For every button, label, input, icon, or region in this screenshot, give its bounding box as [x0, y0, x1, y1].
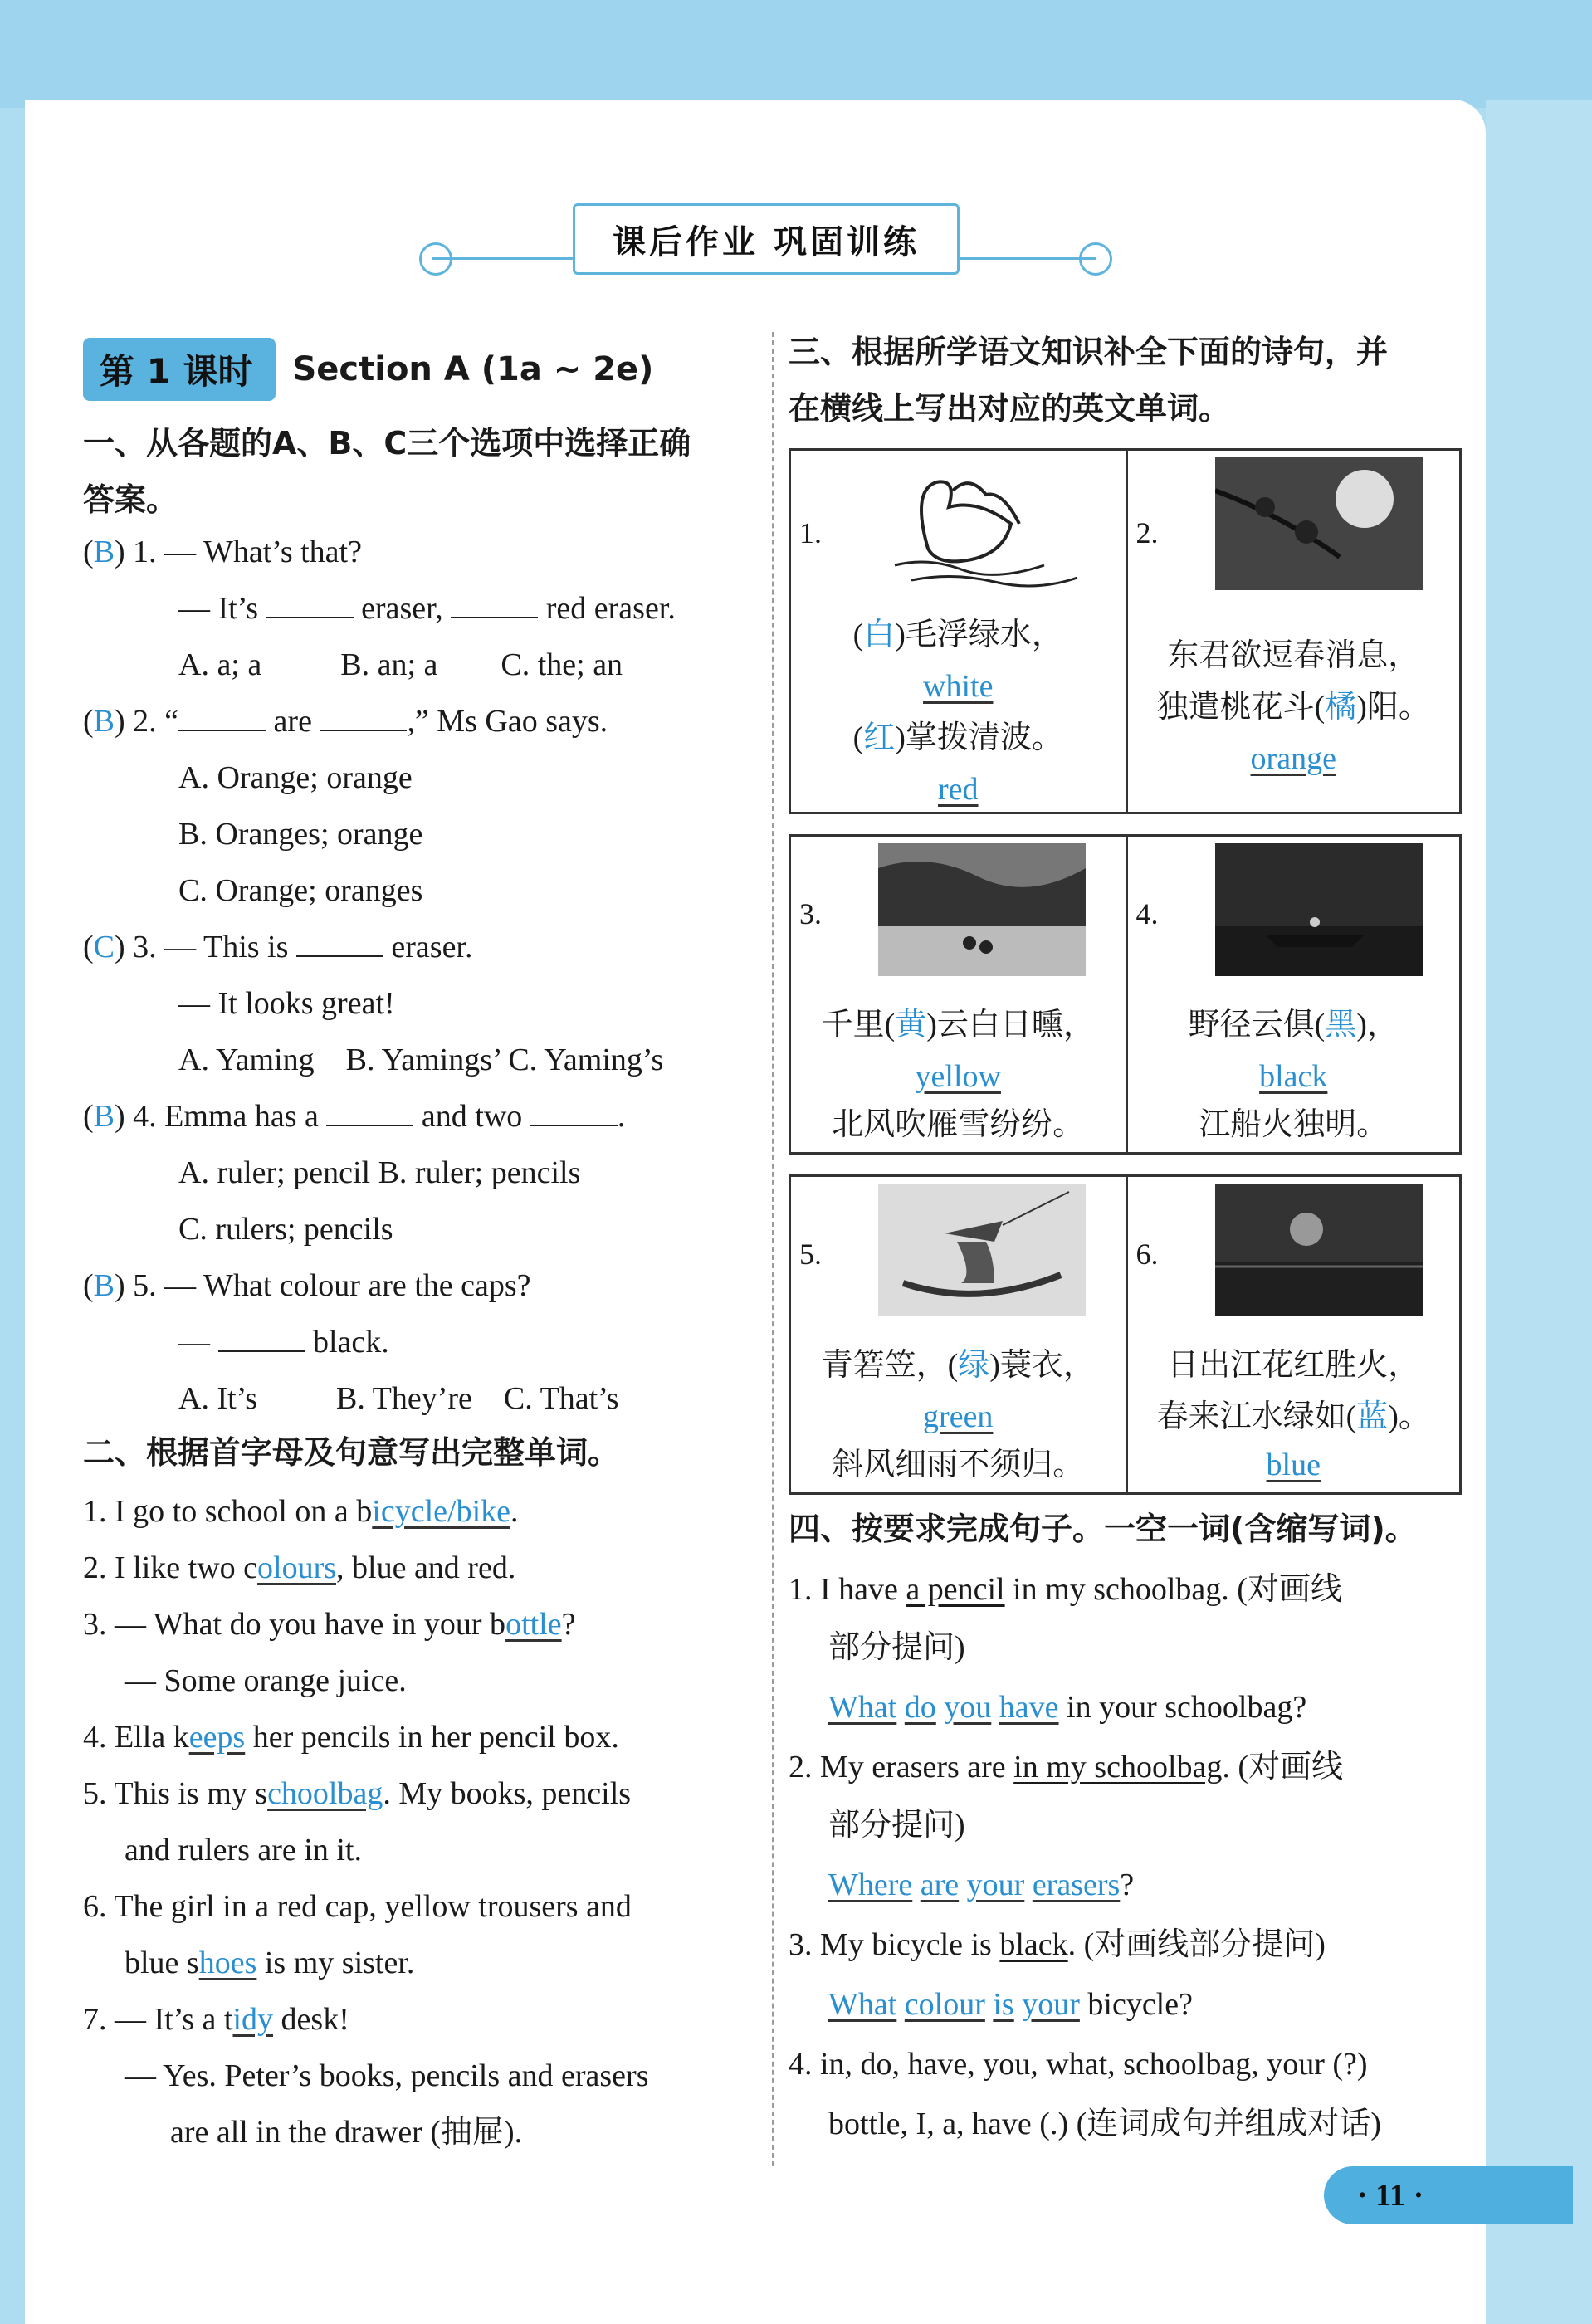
- part3-heading: 三、根据所学语文知识补全下面的诗句，并 在横线上写出对应的英文单词。: [789, 334, 1389, 427]
- poem-line-2: 斜风细雨不须归。: [832, 1448, 1085, 1482]
- poem-word: yellow: [915, 1059, 1001, 1094]
- q5-line2: — black.: [178, 1321, 389, 1363]
- sunrise-river-picture: [1215, 1184, 1423, 1316]
- p2-item-7-cont: are all in the drawer (抽屉).: [170, 2115, 523, 2150]
- poem-table-1: [789, 448, 1462, 814]
- poem-num: 1.: [799, 516, 822, 549]
- p2-item-2: 2. I like two colours, blue and red.: [83, 1550, 516, 1585]
- poem-line-2: 春来江水绿如(蓝)。: [1156, 1399, 1430, 1434]
- poem-word: blue: [1266, 1448, 1321, 1482]
- right-margin-band: [1486, 100, 1592, 2324]
- poem-cell-6: [1126, 1177, 1460, 1492]
- poem-num: 3.: [799, 897, 822, 930]
- p4-q2-stem: 2. My erasers are in my schoolbag. (对画线: [789, 1750, 1344, 1784]
- lesson-section: Section A (1a ~ 2e): [292, 350, 654, 388]
- q3-line2: — It looks great!: [178, 986, 395, 1021]
- p2-item-6: 6. The girl in a red cap, yellow trousers and: [83, 1889, 632, 1924]
- poem-cell-4: [1126, 837, 1460, 1152]
- p2-item-7-reply: — Yes. Peter’s books, pencils and erasers: [125, 2058, 649, 2093]
- night-boat-picture: [1215, 843, 1423, 976]
- poem-word-2: red: [937, 772, 979, 807]
- p4-q4-line2: bottle, I, a, have (.) (连词成句并组成对话): [828, 2107, 1381, 2141]
- swirl-ornament-right-icon: [1079, 242, 1112, 276]
- p4-q2-stem-cont: 部分提问): [828, 1808, 965, 1843]
- snow-trees-picture: [878, 843, 1086, 976]
- q4-options-1: A. ruler; pencil B. ruler; pencils: [178, 1155, 581, 1190]
- part4-heading: 四、按要求完成句子。一空一词(含缩写词)。: [789, 1511, 1417, 1547]
- q4-stem: (B) 4. Emma has a and two .: [83, 1096, 625, 1137]
- poem-cell-2: [1126, 451, 1460, 812]
- poem-num: 2.: [1135, 516, 1159, 549]
- q4-options-2: C. rulers; pencils: [178, 1212, 393, 1247]
- lesson-tag: 第 1 课时: [83, 338, 276, 401]
- poem-table-3: [789, 1174, 1462, 1495]
- q3-options: A. Yaming B. Yamings’ C. Yaming’s: [178, 1042, 664, 1077]
- poem-line-2: (红)掌拨清波。: [852, 720, 1063, 755]
- q1-stem: (B) 1. — What’s that?: [83, 535, 362, 569]
- p4-q1-answer: What do you have in your schoolbag?: [828, 1690, 1307, 1725]
- header-rule-right: [955, 257, 1096, 260]
- poem-line-1: 东君欲逗春消息，: [1167, 638, 1420, 673]
- p2-item-3-reply: — Some orange juice.: [125, 1663, 407, 1698]
- poem-line-1: 日出江花红胜火，: [1167, 1348, 1420, 1383]
- q2-option-a: A. Orange; orange: [178, 760, 413, 795]
- poem-line-2: 江船火独明。: [1199, 1107, 1389, 1142]
- p4-q2-answer: Where are your erasers?: [828, 1868, 1135, 1902]
- poem-num: 5.: [799, 1238, 822, 1271]
- p2-item-4: 4. Ella keeps her pencils in her pencil box.: [83, 1720, 619, 1755]
- poem-cell-5: [791, 1177, 1126, 1492]
- p4-q3-answer: What colour is your bicycle?: [828, 1987, 1193, 2022]
- poem-line-2: 北风吹雁雪纷纷。: [832, 1107, 1085, 1142]
- p4-q1-stem: 1. I have a pencil in my schoolbag. (对画线: [789, 1572, 1342, 1607]
- top-band: [0, 0, 1592, 108]
- poem-cell-3: [791, 837, 1126, 1152]
- column-divider: [772, 332, 774, 2166]
- poem-word-1: white: [923, 669, 994, 704]
- peach-blossom-picture: [1215, 457, 1423, 590]
- part1-heading: 一、从各题的A、B、C三个选项中选择正确 答案。: [83, 425, 691, 518]
- p2-item-7: 7. — It’s a tidy desk!: [83, 2002, 349, 2037]
- part2-heading: 二、根据首字母及句意写出完整单词。: [83, 1434, 620, 1471]
- p4-q3-stem: 3. My bicycle is black. (对画线部分提问): [789, 1927, 1326, 1962]
- p2-item-1: 1. I go to school on a bicycle/bike.: [83, 1494, 519, 1529]
- fisherman-picture: [878, 1184, 1086, 1316]
- page-number: · 11 ·: [1324, 2166, 1573, 2224]
- q1-options: A. a; a B. an; a C. the; an: [178, 647, 623, 682]
- q5-stem: (B) 5. — What colour are the caps?: [83, 1268, 531, 1303]
- poem-table-2: [789, 834, 1462, 1155]
- poem-line-1: 野径云俱(黑)，: [1188, 1008, 1399, 1042]
- p2-item-3: 3. — What do you have in your bottle?: [83, 1607, 576, 1642]
- poem-word: green: [923, 1399, 994, 1434]
- lesson-label: [83, 336, 653, 403]
- swirl-ornament-left-icon: [419, 242, 452, 276]
- header-rule-left: [432, 257, 573, 260]
- p4-q1-stem-cont: 部分提问): [828, 1630, 965, 1665]
- q2-stem: (B) 2. “ are ,” Ms Gao says.: [83, 701, 608, 742]
- p2-item-5: 5. This is my schoolbag. My books, pencils: [83, 1776, 632, 1811]
- q3-stem: (C) 3. — This is eraser.: [83, 926, 473, 968]
- poem-line-1: 青箬笠，(绿)蓑衣，: [821, 1348, 1095, 1383]
- poem-word: orange: [1250, 741, 1336, 776]
- poem-num: 6.: [1135, 1238, 1159, 1271]
- goose-picture: [878, 457, 1086, 590]
- q2-option-b: B. Oranges; orange: [178, 817, 423, 852]
- q5-options: A. It’s B. They’re C. That’s: [178, 1381, 619, 1416]
- q1-line2: — It’s eraser, red eraser.: [178, 588, 676, 629]
- poem-line-1: 千里(黄)云白日曛，: [821, 1008, 1095, 1042]
- poem-word: black: [1259, 1059, 1328, 1094]
- p2-item-5-cont: and rulers are in it.: [125, 1833, 362, 1868]
- p4-q4-line1: 4. in, do, have, you, what, schoolbag, your (?): [789, 2047, 1368, 2082]
- page-header-title: 课后作业 巩固训练: [573, 203, 960, 275]
- poem-cell-1: [791, 451, 1126, 812]
- q2-option-c: C. Orange; oranges: [178, 873, 423, 908]
- poem-line-2: 独遣桃花斗(橘)阳。: [1156, 690, 1430, 725]
- p2-item-6-cont: blue shoes is my sister.: [125, 1946, 415, 1980]
- poem-num: 4.: [1135, 897, 1159, 930]
- poem-line-1: (白)毛浮绿水，: [852, 618, 1063, 652]
